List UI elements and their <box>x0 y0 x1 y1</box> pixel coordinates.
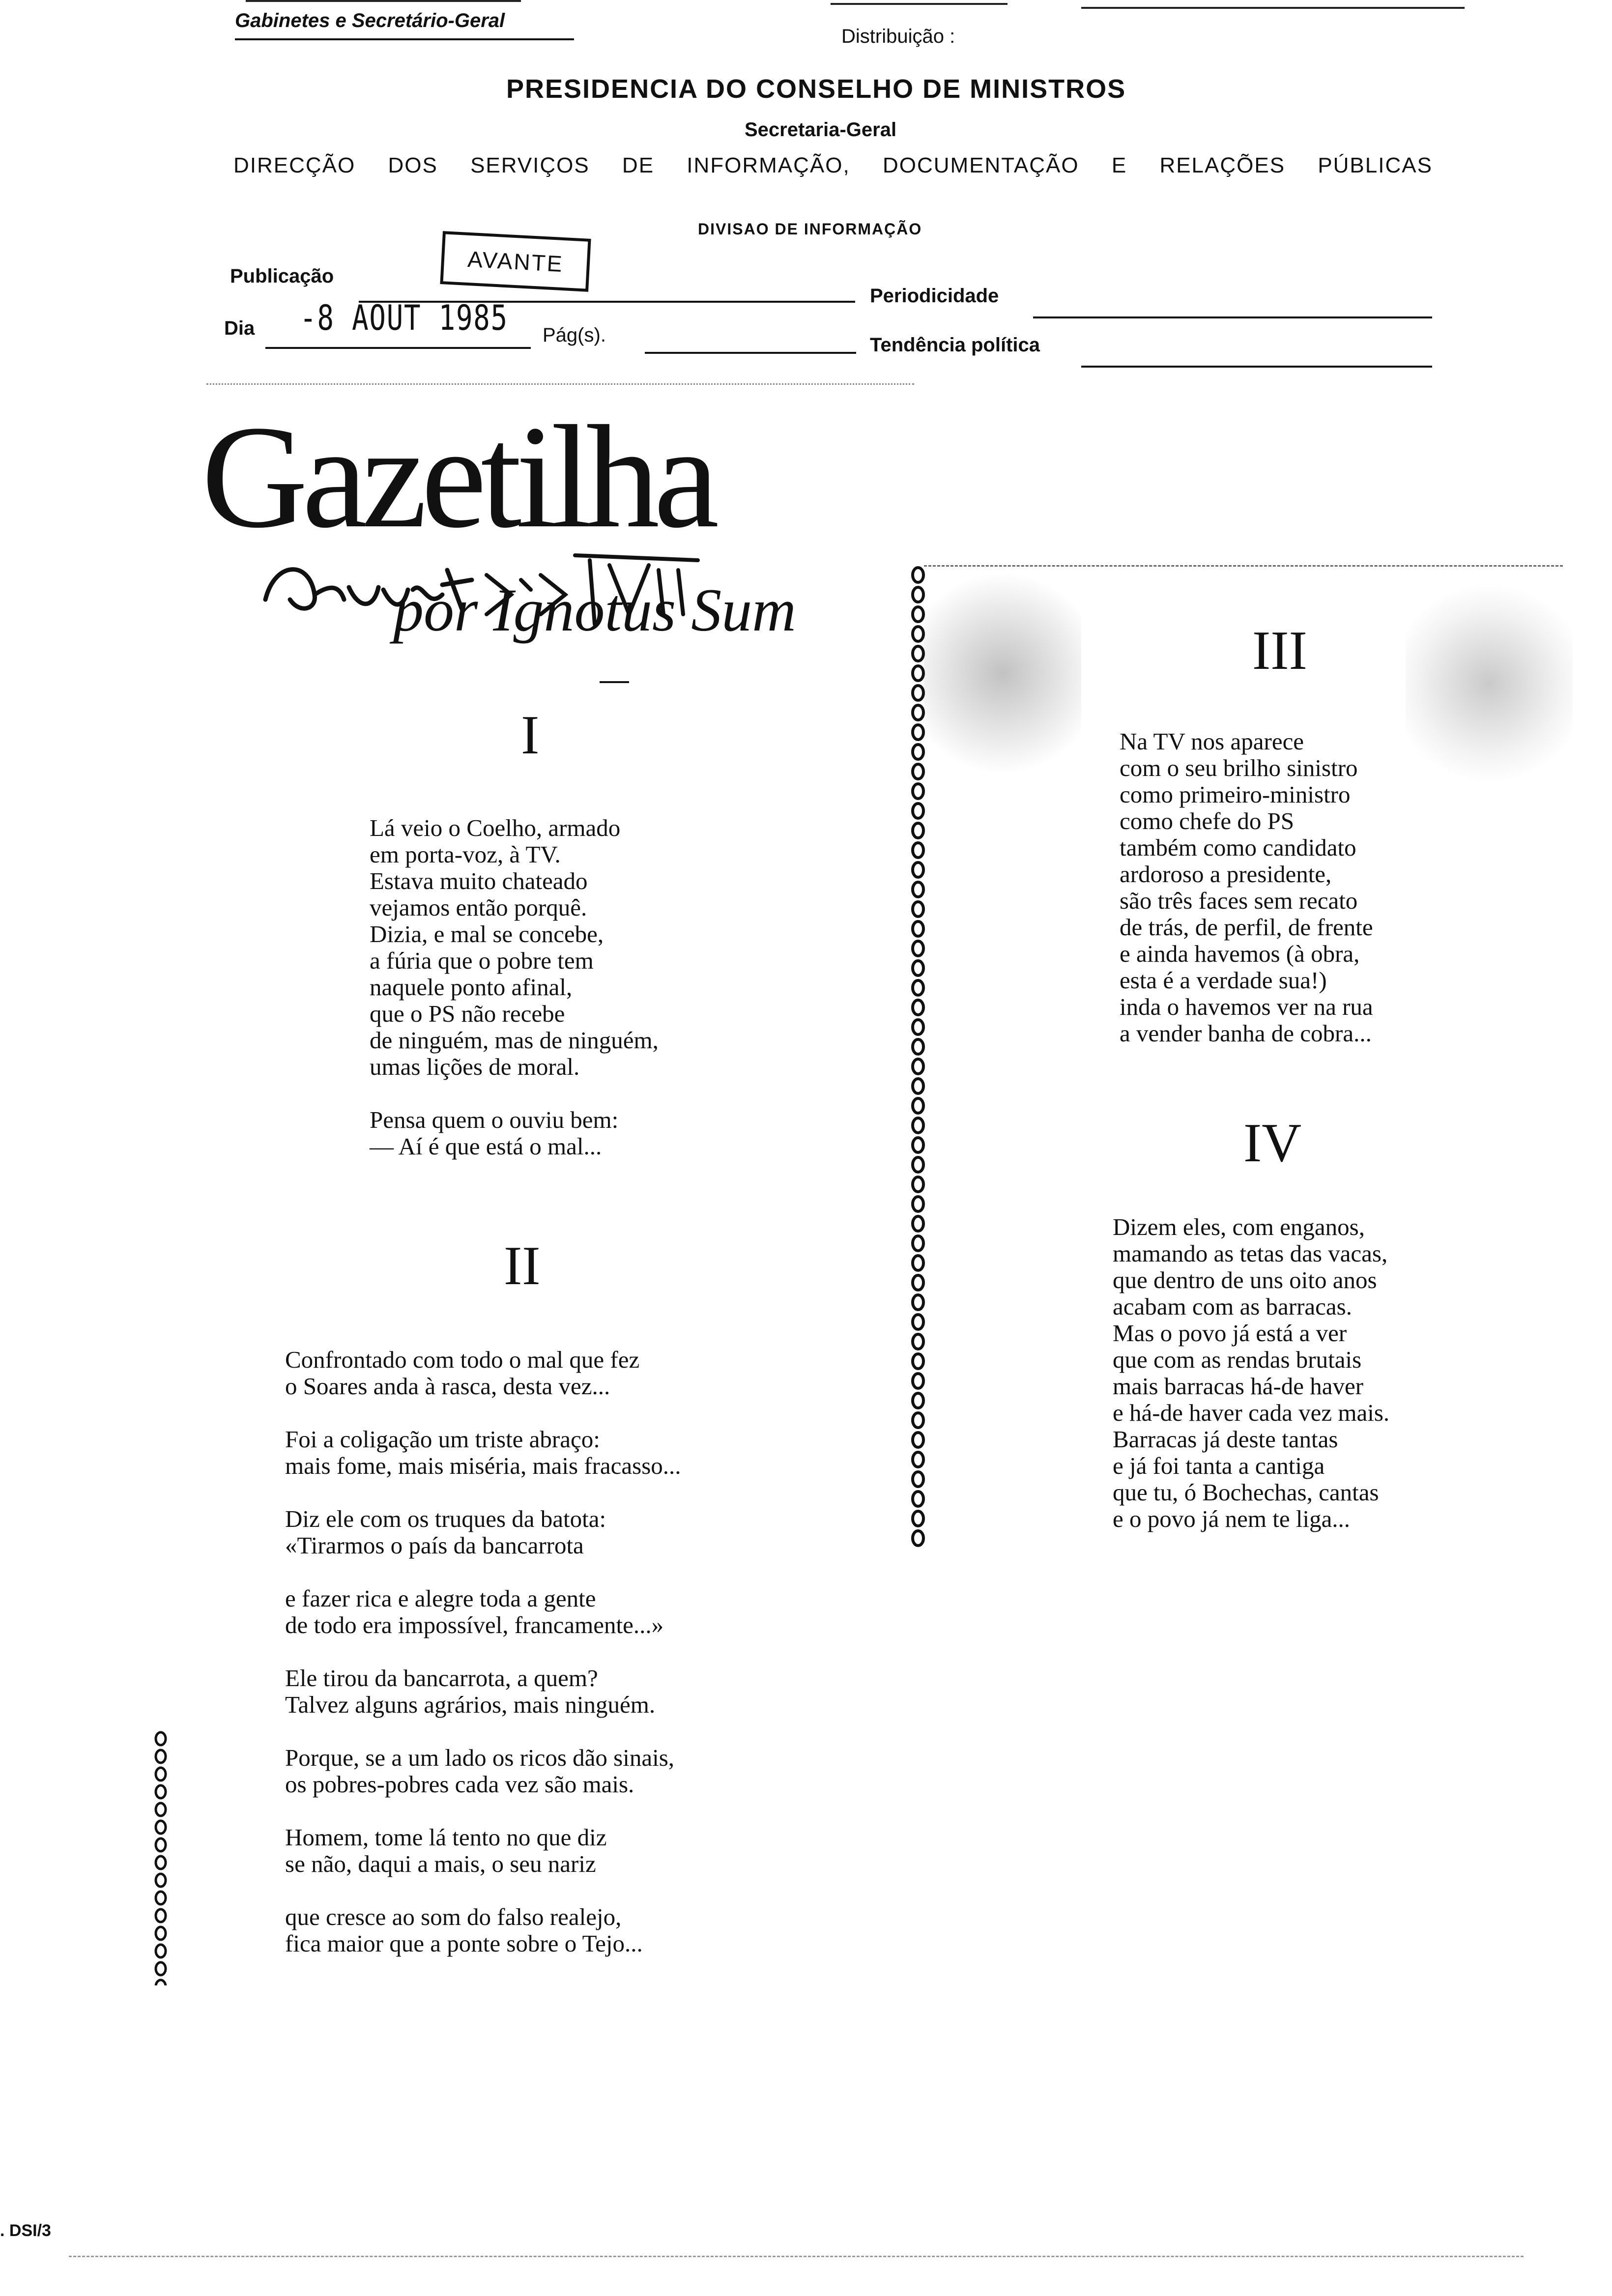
poem-section-i: Lá veio o Coelho, armado em porta-voz, à TV. Estava muito chateado vejamos então porquê. Dizia, e mal se concebe, a fúria que o pobre tem naquele ponto afinal, que o PS não recebe de ninguém, mas de ninguém, umas lições de moral. Pensa quem o ouviu bem: — Aí é que está o mal... <box>370 814 659 1160</box>
publicacao-stamp: AVANTE <box>440 231 591 292</box>
section-numeral-i: I <box>521 705 540 766</box>
page-title: PRESIDENCIA DO CONSELHO DE MINISTROS <box>506 74 1126 104</box>
secretaria-geral: Secretaria-Geral <box>745 119 897 141</box>
direccao-word: PÚBLICAS <box>1318 153 1433 177</box>
publicacao-label: Publicação <box>230 265 334 287</box>
direccao-word: INFORMAÇÃO, <box>687 153 850 177</box>
scan-smudge <box>924 565 1081 781</box>
pags-line <box>645 352 856 354</box>
scan-smudge <box>1406 580 1573 786</box>
clipping-edge <box>206 383 914 385</box>
tendencia-label: Tendência política <box>870 334 1040 356</box>
direccao-word: DOS <box>388 153 438 177</box>
article-byline: por Ignotus Sum <box>393 576 796 644</box>
pags-label: Pág(s). <box>543 324 606 346</box>
direccao-word: DIRECÇÃO <box>233 153 356 177</box>
article-title: Gazetilha <box>202 395 714 558</box>
byline-dash <box>600 681 629 683</box>
top-rule-left <box>246 0 521 2</box>
direccao-word: E <box>1111 153 1127 177</box>
dia-line <box>265 347 531 349</box>
direccao-word: DE <box>622 153 655 177</box>
section-numeral-iii: III <box>1252 620 1307 681</box>
periodicidade-label: Periodicidade <box>870 285 999 307</box>
form-code: . DSI/3 <box>0 2221 51 2240</box>
dia-value: -8 AOUT 1985 <box>300 298 508 338</box>
poem-section-ii: Confrontado com todo o mal que fez o Soares anda à rasca, desta vez... Foi a coligação um triste abraço: mais fome, mais miséria, mais fracasso... Diz ele com os truques da batota: «Tirarmos o país da bancarrota e fazer rica e alegre toda a gente de todo era impossível, francamente...» Ele tirou da bancarrota, a quem? Talvez alguns agrários, mais ninguém. Porque, se a um lado os ricos dão sinais, os pobres-pobres cada vez são mais. Homem, tome lá tento no que diz se não, daqui a mais, o seu nariz que cresce ao som do falso realejo, fica maior que a ponte sobre o Tejo... <box>285 1346 681 1957</box>
poem-section-iv: Dizem eles, com enganos, mamando as tetas das vacas, que dentro de uns oito anos acabam com as barracas. Mas o povo já está a ver que com as rendas brutais mais barracas há-de haver e há-de haver cada vez mais. Barracas já deste tantas e já foi tanta a cantiga que tu, ó Bochechas, cantas e o povo já nem te liga... <box>1113 1213 1390 1532</box>
dia-label: Dia <box>224 317 255 339</box>
section-numeral-iv: IV <box>1243 1113 1302 1174</box>
chain-divider-small <box>152 1730 169 1985</box>
direccao-line <box>233 153 1433 178</box>
top-rule-middle <box>831 3 1008 5</box>
bottom-scan-edge <box>69 2256 1524 2257</box>
poem-section-iii: Na TV nos aparece com o seu brilho sinistro como primeiro-ministro como chefe do PS também como candidato ardoroso a presidente, são três faces sem recato de trás, de perfil, de frente e ainda havemos (à obra, esta é a verdade sua!) inda o havemos ver na rua a vender banha de cobra... <box>1120 728 1373 1047</box>
direccao-word: SERVIÇOS <box>470 153 590 177</box>
periodicidade-line <box>1033 316 1432 318</box>
direccao-word: RELAÇÕES <box>1159 153 1286 177</box>
gabinetes-underline <box>235 38 574 40</box>
gabinetes-label: Gabinetes e Secretário-Geral <box>235 10 505 31</box>
direccao-word: DOCUMENTAÇÃO <box>882 153 1079 177</box>
section-numeral-ii: II <box>504 1235 541 1296</box>
top-rule-right <box>1081 7 1465 9</box>
clipping-edge <box>924 565 1563 567</box>
divisao-label: DIVISAO DE INFORMAÇÃO <box>698 220 922 238</box>
tendencia-line <box>1081 366 1432 368</box>
distribuicao-label: Distribuição : <box>841 26 955 47</box>
